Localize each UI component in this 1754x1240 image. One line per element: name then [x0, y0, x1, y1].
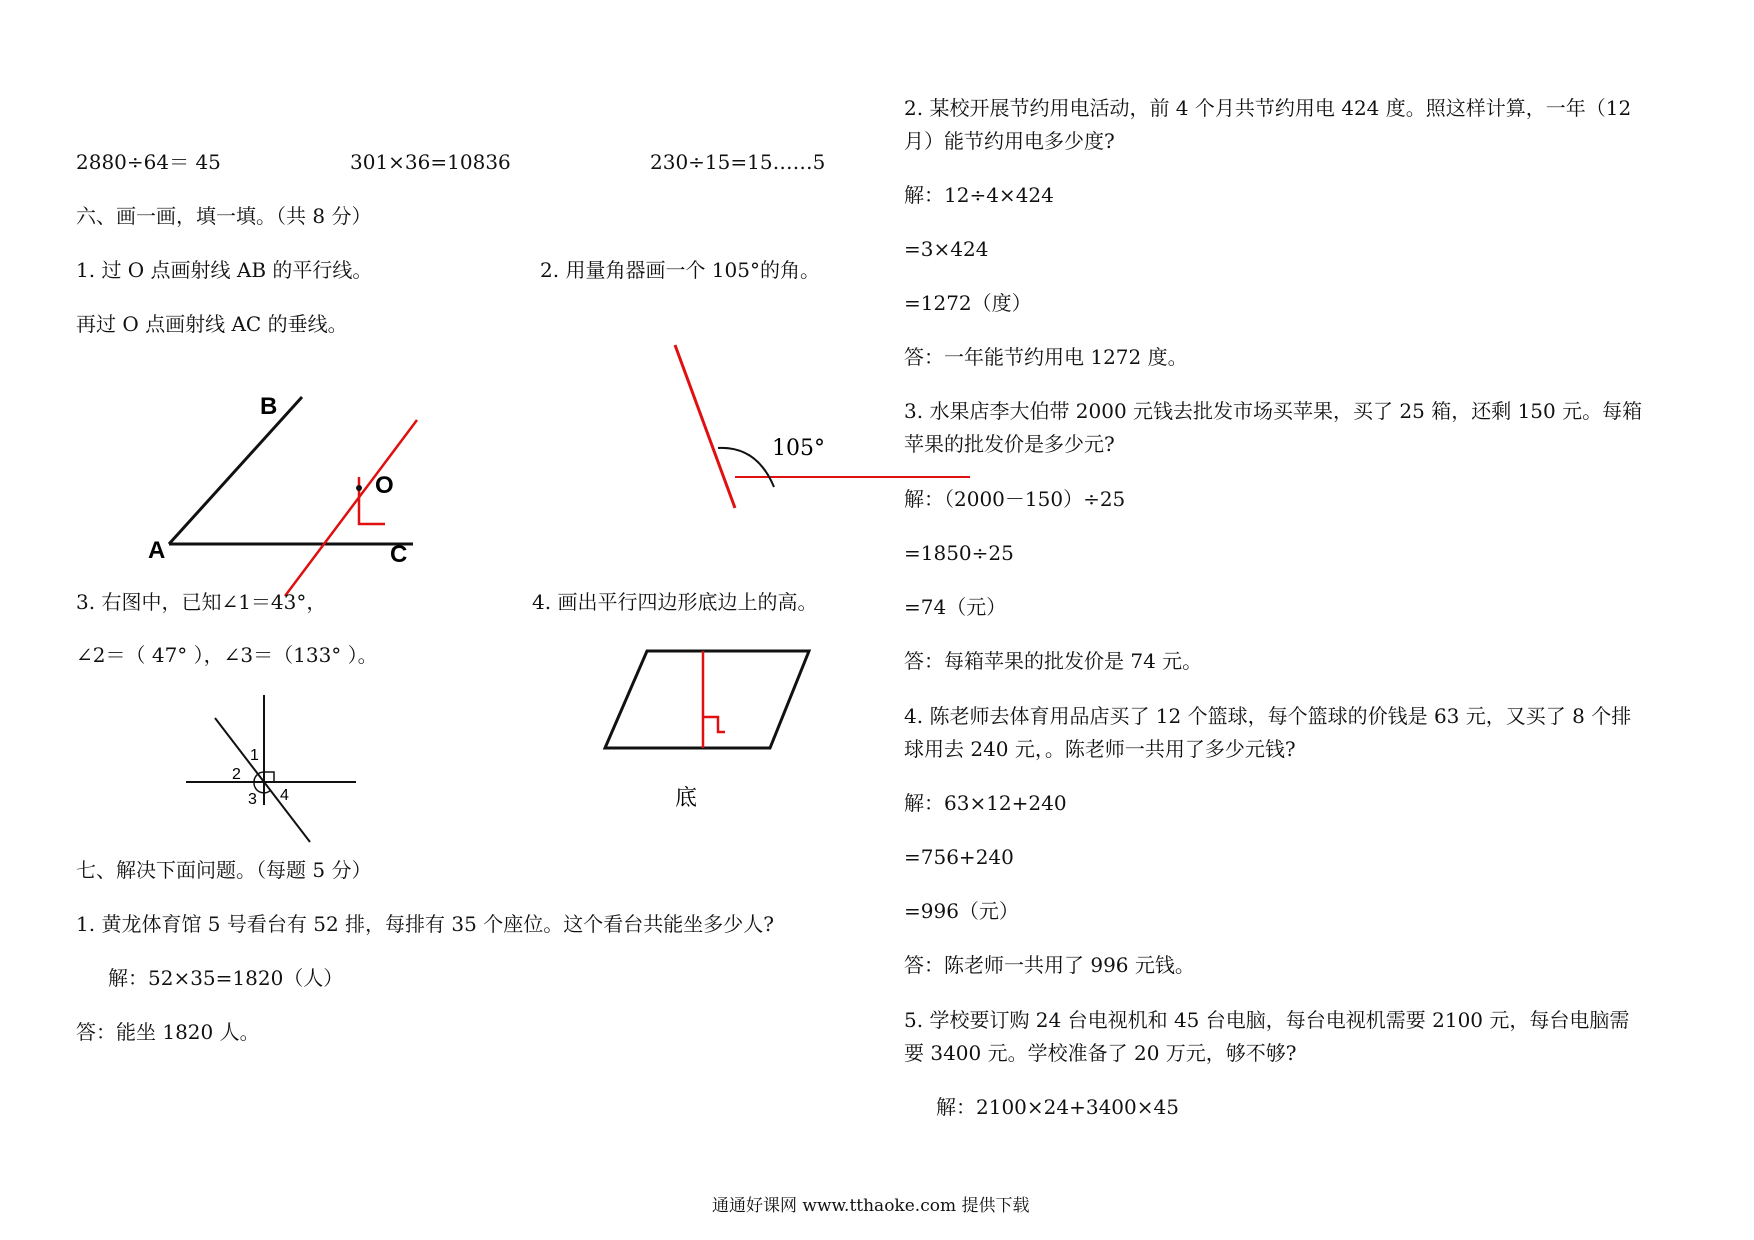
label-b: B: [260, 393, 278, 420]
r-q4-sol1: 解：63×12+240: [904, 791, 1067, 815]
figure-parallelogram: [595, 645, 825, 820]
r-q2-sol2: =3×424: [904, 237, 989, 261]
calc-3: 230÷15=15……5: [650, 150, 826, 174]
base-label: 底: [675, 786, 698, 811]
calc-1: 2880÷64＝ 45: [76, 150, 221, 174]
oblique-line: [215, 718, 310, 842]
r-q3-sol1: 解：（2000－150）÷25: [904, 487, 1126, 511]
figure-rays-ab-ac: [130, 380, 450, 610]
r-q3-answer: 答：每箱苹果的批发价是 74 元。: [904, 649, 1203, 673]
r-q3-sol2: =1850÷25: [904, 541, 1014, 565]
right-angle-mark: [264, 772, 274, 782]
angle-side-oblique: [675, 345, 735, 508]
page-footer: 通通好课网 www.tthaoke.com 提供下载: [712, 1196, 1030, 1216]
angle-label-3: 3: [248, 791, 257, 808]
figure-intersecting-lines: [180, 690, 370, 850]
r-q3-line2: 苹果的批发价是多少元?: [904, 432, 1115, 456]
height-right-angle-mark: [703, 717, 725, 732]
label-a: A: [148, 537, 166, 564]
r-q3-sol3: =74（元）: [904, 595, 1007, 619]
label-c: C: [390, 541, 408, 568]
r-q2-line2: 月）能节约用电多少度?: [904, 129, 1115, 153]
r-q4-line1: 4. 陈老师去体育用品店买了 12 个篮球，每个篮球的价钱是 63 元，又买了 8 个排: [904, 704, 1632, 728]
parallelogram: [605, 651, 809, 748]
r-q5-line2: 要 3400 元。学校准备了 20 万元，够不够?: [904, 1041, 1297, 1065]
s7-q1-solution: 解：52×35=1820（人）: [108, 966, 344, 990]
r-q3-line1: 3. 水果店李大伯带 2000 元钱去批发市场买苹果，买了 25 箱，还剩 150 元。每箱: [904, 399, 1643, 423]
section-6-title: 六、画一画，填一填。（共 8 分）: [76, 204, 372, 228]
r-q5-sol1: 解：2100×24+3400×45: [936, 1095, 1179, 1119]
angle-label: 105°: [772, 436, 825, 461]
parallel-line-through-o: [285, 420, 417, 596]
r-q5-line1: 5. 学校要订购 24 台电视机和 45 台电脑，每台电视机需要 2100 元，每台电脑需: [904, 1008, 1630, 1032]
s6-q1-line2: 再过 O 点画射线 AC 的垂线。: [76, 312, 348, 336]
calc-2: 301×36=10836: [350, 150, 511, 174]
s6-q2: 2. 用量角器画一个 105°的角。: [540, 258, 820, 282]
s7-q1-answer: 答：能坐 1820 人。: [76, 1020, 260, 1044]
r-q4-sol3: =996（元）: [904, 899, 1019, 923]
section-7-title: 七、解决下面问题。（每题 5 分）: [76, 858, 372, 882]
s6-q4: 4. 画出平行四边形底边上的高。: [532, 590, 818, 614]
angle-label-1: 1: [250, 747, 259, 764]
label-o: O: [375, 472, 394, 499]
point-o: [356, 485, 362, 491]
r-q2-line1: 2. 某校开展节约用电活动，前 4 个月共节约用电 424 度。照这样计算，一年（12: [904, 96, 1632, 120]
s6-q1-line1: 1. 过 O 点画射线 AB 的平行线。: [76, 258, 373, 282]
r-q4-line2: 球用去 240 元，。陈老师一共用了多少元钱?: [904, 737, 1296, 761]
angle-label-2: 2: [232, 766, 241, 783]
s7-q1: 1. 黄龙体育馆 5 号看台有 52 排，每排有 35 个座位。这个看台共能坐多少人?: [76, 912, 774, 936]
r-q2-sol3: =1272（度）: [904, 291, 1032, 315]
angle-label-4: 4: [280, 787, 289, 804]
s6-q3-line2: ∠2＝（ 47° ），∠3＝（133° ）。: [76, 643, 378, 667]
r-q4-sol2: =756+240: [904, 845, 1014, 869]
r-q4-answer: 答：陈老师一共用了 996 元钱。: [904, 953, 1195, 977]
ray-ab: [169, 397, 302, 544]
r-q2-answer: 答：一年能节约用电 1272 度。: [904, 345, 1188, 369]
r-q2-sol1: 解：12÷4×424: [904, 183, 1054, 207]
s6-q3-line1: 3. 右图中，已知∠1＝43°，: [76, 590, 327, 614]
